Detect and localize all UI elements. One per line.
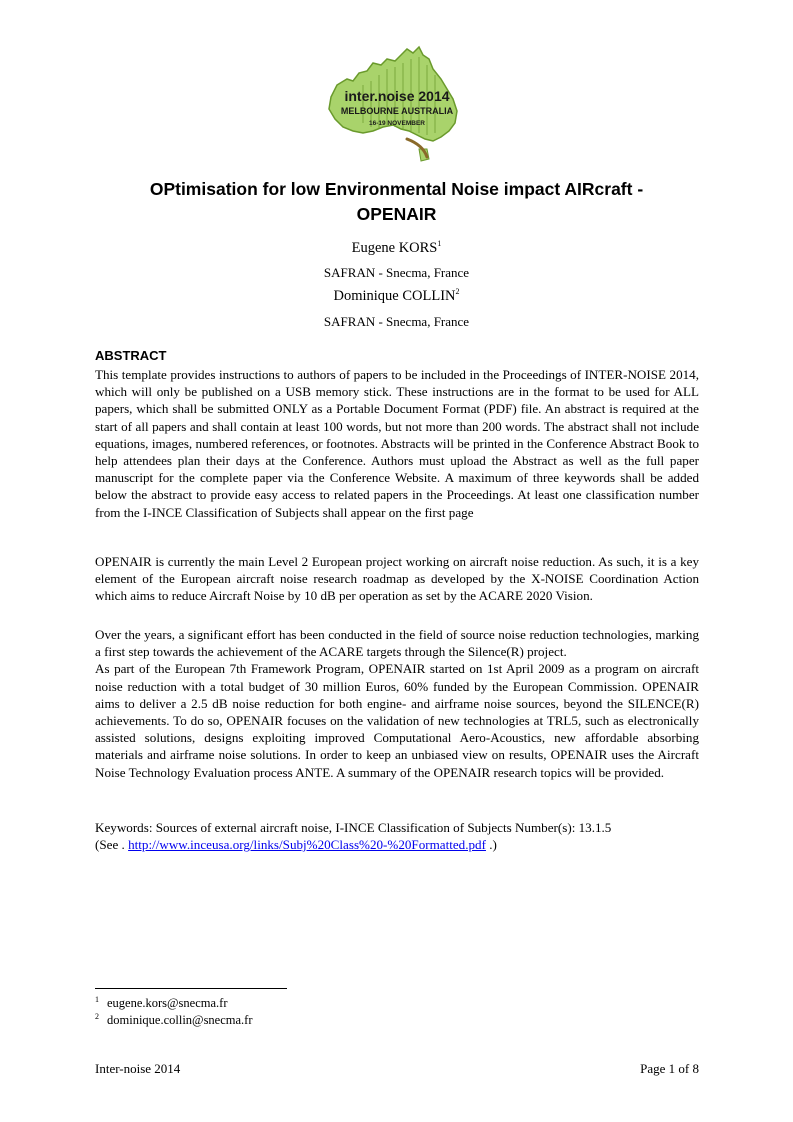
keywords-block	[95, 819, 699, 853]
author-1-mark: 1	[437, 239, 442, 249]
footnote-2-text: dominique.collin@snecma.fr	[107, 1013, 253, 1027]
footnote-1	[95, 995, 228, 1011]
body-para1: OPENAIR is currently the main Level 2 European project working on aircraft noise reduction. As such, it is a key element of the European aircraft noise research roadmap as developed by the X-NOISE Coordination Action which aims to reduce Aircraft Noise by 10 dB per operation as set by the ACARE 2020 Vision.	[95, 554, 699, 604]
classification-link[interactable]: http://www.inceusa.org/links/Subj%20Class%20-%20Formatted.pdf	[128, 837, 486, 853]
conference-logo	[323, 45, 471, 167]
author-2-affiliation: SAFRAN - Snecma, France	[323, 314, 470, 329]
abstract-paragraph: This template provides instructions to authors of papers to be included in the Proceedings of INTER-NOISE 2014, which will only be published on a USB memory stick. These instructions are in the format to be used for ALL papers, which shall be submitted ONLY as a Portable Document Format (PDF) file. An abstract is required at the start of all papers and shall contain at least 100 words, but not more than 200 words. The abstract shall not include equations, images, numbered references, or footnotes. Abstracts will be printed in the Conference Abstract Book to help attendees plan their days at the Conference. Authors must upload the Abstract as well as the full paper manuscript for the complete paper via the Conference Website. A maximum of three keywords shall be added below the abstract to provide easy access to related papers in the Proceedings. At least one classification number from the I-INCE Classification of Subjects shall appear on the first page	[95, 367, 699, 520]
logo-line1: inter.noise 2014	[344, 88, 450, 104]
author-2	[0, 287, 793, 305]
footnote-2	[95, 1012, 253, 1028]
logo-line2: MELBOURNE AUSTRALIA	[340, 106, 454, 116]
see-suffix: .)	[485, 837, 497, 853]
see-prefix: (See .	[95, 837, 129, 853]
title-line2: OPENAIR	[356, 204, 437, 224]
author-2-name: Dominique COLLIN	[333, 288, 456, 304]
footer-left: Inter-noise 2014	[95, 1061, 181, 1076]
keywords-line: Keywords: Sources of external aircraft noise, I-INCE Classification of Subjects Number(s): 13.1.5	[95, 820, 612, 835]
body-paragraph-2	[95, 626, 699, 781]
abstract-text	[95, 366, 699, 521]
footnote-1-text: eugene.kors@snecma.fr	[107, 996, 228, 1010]
body-para2: Over the years, a significant effort has been conducted in the field of source noise reduction technologies, marking a first step towards the achievement of the ACARE targets through the Silence(R) project.	[95, 627, 699, 660]
footnote-1-mark: 1	[95, 994, 99, 1004]
author-1	[0, 239, 793, 257]
abstract-heading: ABSTRACT	[95, 348, 167, 363]
title-line1: OPtimisation for low Environmental Noise impact AIRcraft -	[149, 179, 644, 199]
footer-page-number: Page 1 of 8	[640, 1061, 699, 1076]
australia-map-icon	[323, 45, 471, 167]
author-2-mark: 2	[455, 287, 460, 297]
logo-line3: 16-19 NOVEMBER	[369, 120, 425, 127]
footnote-2-mark: 2	[95, 1011, 99, 1021]
author-1-affiliation: SAFRAN - Snecma, France	[323, 265, 470, 280]
footnote-divider	[95, 988, 287, 989]
body-para3: As part of the European 7th Framework Program, OPENAIR started on 1st April 2009 as a program on aircraft noise reduction with a total budget of 30 million Euros, 60% funded by the European Commission. OPENAIR aims to deliver a 2.5 dB noise reduction for both engine- and airframe noise sources, beyond the SILENCE(R) achievements. To do so, OPENAIR focuses on the validation of new technologies at TRL5, such as electronically assisted solutions, designs exploiting improved Computational Aero-Acoustics, new affordable absorbing materials and airframe noise solutions. In order to keep an unbiased view on results, OPENAIR uses the Aircraft Noise Technology Evaluation process ANTE. A summary of the OPENAIR research topics will be provided.	[95, 661, 699, 780]
author-1-name: Eugene KORS	[351, 240, 438, 256]
see-line	[95, 836, 699, 853]
body-paragraph-1	[95, 553, 699, 605]
paper-title	[95, 177, 698, 227]
